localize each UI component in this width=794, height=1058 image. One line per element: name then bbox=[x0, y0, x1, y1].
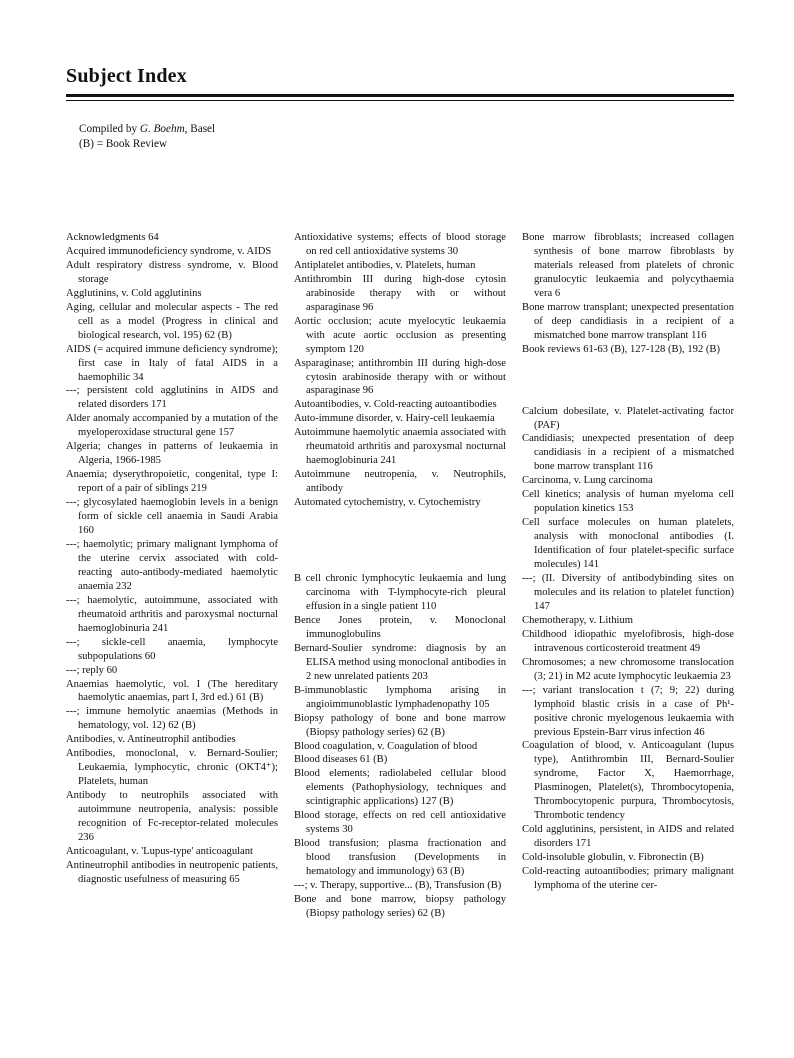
index-entry: Antibody to neutrophils associated with autoimmune neutropenia, analysis: possible recognition of Fc-receptor-related molecules 236 bbox=[66, 790, 278, 843]
index-entry: Antithrombin III during high-dose cytosin arabinoside therapy with or without asparaginase 96 bbox=[294, 273, 506, 313]
index-entry: Anaemia; dyserythropoietic, congenital, type I: report of a pair of siblings 219 bbox=[66, 469, 278, 495]
index-entry: ---; reply 60 bbox=[66, 664, 118, 676]
index-entry: Bone marrow transplant; unexpected presentation of deep candidiasis in a recipient of a mismatched bone marrow transplant 116 bbox=[522, 301, 734, 341]
index-entry: Autoimmune neutropenia, v. Neutrophils, antibody bbox=[294, 469, 506, 495]
index-entry: Chromosomes; a new chromosome translocation (3; 21) in M2 acute lymphocytic leukaemia 23 bbox=[522, 656, 734, 682]
index-entry: Aortic occlusion; acute myelocytic leukaemia with acute aortic occlusion as presenting symptom 120 bbox=[294, 315, 506, 355]
index-entry: Calcium dobesilate, v. Platelet-activating factor (PAF) bbox=[522, 405, 734, 431]
compiler-place: , Basel bbox=[184, 123, 216, 135]
index-entry: Bence Jones protein, v. Monoclonal immunoglobulins bbox=[294, 614, 506, 640]
index-entry: Antioxidative systems; effects of blood storage on red cell antioxidative systems 30 bbox=[294, 232, 506, 257]
index-entry: Asparaginase; antithrombin III during high-dose cytosin arabinoside therapy with or without asparaginase 96 bbox=[294, 357, 506, 397]
index-entry: Cell kinetics; analysis of human myeloma cell population kinetics 153 bbox=[522, 489, 734, 515]
col3-entries-b bbox=[522, 405, 734, 893]
index-entry: Algeria; changes in patterns of leukaemia in Algeria, 1966-1985 bbox=[66, 441, 278, 467]
index-entry: Aging, cellular and molecular aspects - The red cell as a model (Progress in clinical and biological research, vol. 195) 62 (B) bbox=[66, 301, 278, 341]
index-entry: Biopsy pathology of bone and bone marrow (Biopsy pathology series) 62 (B) bbox=[294, 712, 506, 738]
index-entry: Bone marrow fibroblasts; increased collagen synthesis of bone marrow fibroblasts by materials released from platelets of chronic granulocytic leukaemia and polycythaemia vera 6 bbox=[522, 232, 734, 299]
index-entry: ---; v. Therapy, supportive... (B), Transfusion (B) bbox=[294, 880, 502, 892]
index-entry: Bone and bone marrow, biopsy pathology (Biopsy pathology series) 62 (B) bbox=[294, 893, 506, 919]
index-entry: ---; sickle-cell anaemia, lymphocyte subpopulations 60 bbox=[66, 636, 278, 662]
index-entry: Blood elements; radiolabeled cellular blood elements (Pathophysiology, techniques and scintigraphic applications) 127 (B) bbox=[294, 768, 506, 808]
col2-entries-b bbox=[294, 572, 506, 921]
index-entry: Acknowledgments 64 bbox=[66, 232, 159, 243]
index-entry: Autoantibodies, v. Cold-reacting autoantibodies bbox=[294, 399, 497, 411]
index-entry: Adult respiratory distress syndrome, v. Blood storage bbox=[66, 259, 278, 285]
index-entry: Agglutinins, v. Cold agglutinins bbox=[66, 287, 202, 299]
index-entry: ---; (II. Diversity of antibodybinding sites on molecules and its relation to platelet function) 147 bbox=[522, 573, 734, 612]
index-entry: ---; variant translocation t (7; 9; 22) during lymphoid blastic crisis in a case of Ph¹-positive chronic myelogenous leukaemia with previous Epstein-Barr virus infection 46 bbox=[522, 684, 734, 738]
index-entry: B-immunoblastic lymphoma arising in angioimmunoblastic lymphadenopathy 105 bbox=[294, 684, 506, 710]
page-title: Subject Index bbox=[66, 65, 187, 87]
index-entry: Bernard-Soulier syndrome: diagnosis by an ELISA method using monoclonal antibodies in 2 new unrelated patients 203 bbox=[294, 642, 506, 682]
index-column-1 bbox=[66, 231, 278, 887]
index-entry: Book reviews 61-63 (B), 127-128 (B), 192 (B) bbox=[522, 343, 721, 355]
index-entry: Cell surface molecules on human platelets, analysis with monoclonal antibodies (I. Identification of four platelet-specific surface molecules) 141 bbox=[522, 517, 734, 571]
compiled-by-block bbox=[79, 122, 215, 152]
index-entry: Blood storage, effects on red cell antioxidative systems 30 bbox=[294, 810, 506, 836]
index-entry: Antibodies, monoclonal, v. Bernard-Soulier; Leukaemia, lymphocytic, chronic (OKT4⁺); Platelets, human bbox=[66, 748, 278, 788]
index-entry: Blood coagulation, v. Coagulation of blood bbox=[294, 740, 478, 752]
compiled-prefix: Compiled by bbox=[79, 123, 140, 135]
index-entry: Acquired immunodeficiency syndrome, v. AIDS bbox=[66, 245, 272, 257]
section-gap bbox=[294, 510, 506, 572]
index-entry: Antineutrophil antibodies in neutropenic patients, diagnostic usefulness of measuring 65 bbox=[66, 859, 278, 885]
index-entry: Autoimmune haemolytic anaemia associated with rheumatoid arthritis and paroxysmal nocturnal haemoglobinuria 241 bbox=[294, 427, 506, 467]
index-entry: Antiplatelet antibodies, v. Platelets, human bbox=[294, 259, 476, 271]
title-rule-thin bbox=[66, 100, 734, 101]
compiler-name: G. Boehm bbox=[139, 123, 185, 135]
index-entry: AIDS (= acquired immune deficiency syndrome); first case in Italy of fatal AIDS in a haemophilic 34 bbox=[66, 343, 278, 383]
col2-entries-a bbox=[294, 231, 506, 510]
index-entry: Chemotherapy, v. Lithium bbox=[522, 614, 634, 626]
index-entry: Anaemias haemolytic, vol. I (The hereditary haemolytic anaemias, part I, 3rd ed.) 61 (B) bbox=[66, 678, 278, 704]
index-entry: Cold-insoluble globulin, v. Fibronectin (B) bbox=[522, 852, 704, 864]
index-entry: Automated cytochemistry, v. Cytochemistry bbox=[294, 497, 481, 509]
index-entry: Blood transfusion; plasma fractionation and blood transfusion (Developments in hematology and immunology) 63 (B) bbox=[294, 838, 506, 878]
index-entry: Cold-reacting autoantibodies; primary malignant lymphoma of the uterine cer- bbox=[522, 866, 734, 891]
col3-entries-a bbox=[522, 231, 734, 357]
index-column-2 bbox=[294, 231, 506, 921]
index-entry: Candidiasis; unexpected presentation of deep candidiasis in a recipient of a mismatched bone marrow transplant 116 bbox=[522, 433, 734, 473]
col1-entries bbox=[66, 231, 278, 887]
index-entry: Anticoagulant, v. 'Lupus-type' anticoagulant bbox=[66, 845, 253, 857]
index-entry: ---; haemolytic, autoimmune, associated with rheumatoid arthritis and paroxysmal nocturnal haemoglobinuria 241 bbox=[66, 594, 278, 634]
index-entry: ---; immune hemolytic anaemias (Methods in hematology, vol. 12) 62 (B) bbox=[66, 706, 278, 732]
index-entry: Blood diseases 61 (B) bbox=[294, 754, 388, 766]
index-entry: Cold agglutinins, persistent, in AIDS and related disorders 171 bbox=[522, 824, 734, 850]
index-entry: Coagulation of blood, v. Anticoagulant (lupus type), Antithrombin III, Bernard-Soulier syndrome, Factor X, Haemorrhage, Plasminogen, Platelet(s), Thrombocytopenia, Thrombocytopenic purpura, Thrombocytosis, Thrombotic tendency bbox=[522, 740, 734, 822]
section-gap bbox=[522, 357, 734, 405]
index-entry: Auto-immune disorder, v. Hairy-cell leukaemia bbox=[294, 413, 495, 425]
index-entry: Antibodies, v. Antineutrophil antibodies bbox=[66, 734, 236, 746]
title-rule-thick bbox=[66, 94, 734, 97]
index-entry: Carcinoma, v. Lung carcinoma bbox=[522, 475, 653, 487]
index-entry: B cell chronic lymphocytic leukaemia and lung carcinoma with T-lymphocyte-rich pleural effusion in a single patient 110 bbox=[294, 573, 506, 612]
index-entry: Childhood idiopathic myelofibrosis, high-dose intravenous corticosteroid treatment 49 bbox=[522, 628, 734, 654]
compiled-by-line bbox=[79, 122, 215, 137]
index-entry: ---; persistent cold agglutinins in AIDS and related disorders 171 bbox=[66, 385, 278, 411]
index-entry: ---; haemolytic; primary malignant lymphoma of the uterine cervix associated with cold-reacting auto-antibody-mediated haemolytic anaemia 232 bbox=[66, 538, 278, 592]
book-review-note: (B) = Book Review bbox=[79, 138, 168, 150]
index-entry: Alder anomaly accompanied by a mutation of the myeloperoxidase structural gene 157 bbox=[66, 413, 278, 439]
index-entry: ---; glycosylated haemoglobin levels in a benign form of sickle cell anaemia in Saudi Arabia 160 bbox=[66, 497, 278, 537]
index-column-3 bbox=[522, 231, 734, 893]
